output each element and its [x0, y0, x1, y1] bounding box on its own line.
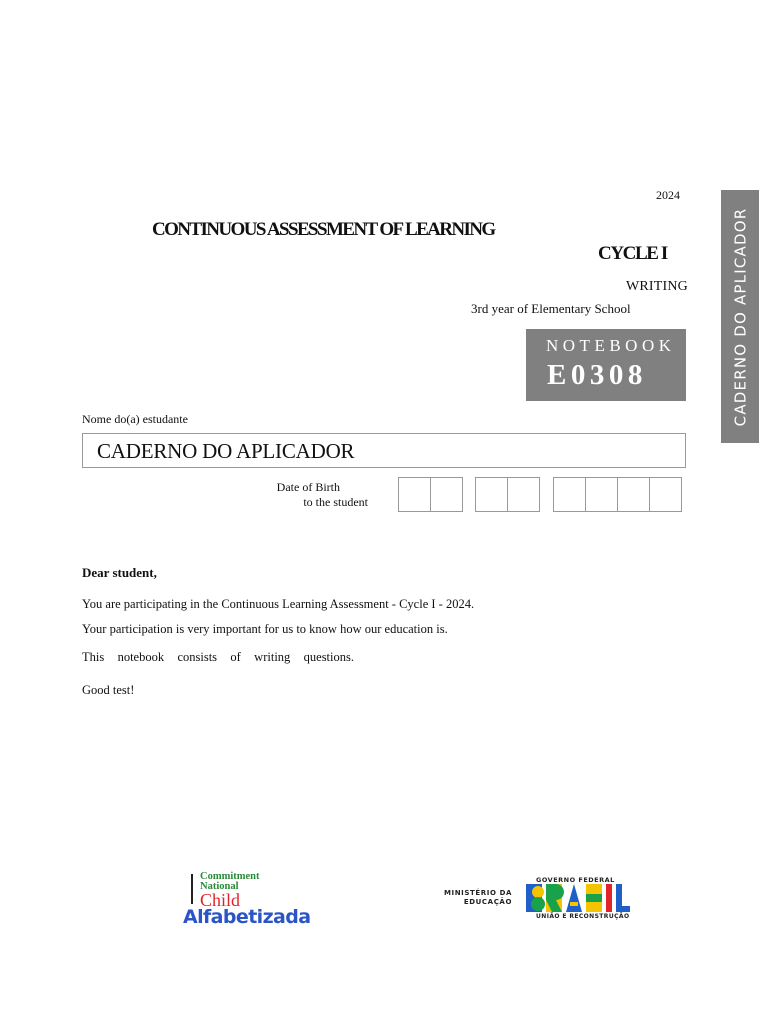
notebook-code: E0308 — [547, 359, 647, 391]
dob-year-boxes — [553, 477, 682, 511]
notebook-badge — [526, 329, 686, 401]
side-tab — [721, 190, 759, 443]
subject-label: WRITING — [625, 279, 688, 294]
dob-label-line1: Date of Birth — [276, 480, 340, 494]
dob-year-digit-3[interactable] — [617, 477, 650, 512]
student-name-value: CADERNO DO APLICADOR — [97, 439, 355, 463]
letter-greeting: Dear student, — [82, 565, 157, 580]
document-title: CONTINUOUS ASSESSMENT OF LEARNING — [152, 219, 495, 240]
ministry-line-2: EDUCAÇÃO — [463, 898, 512, 906]
grade-label: 3rd year of Elementary School — [471, 301, 631, 316]
government-logo — [440, 872, 640, 924]
student-name-label: Nome do(a) estudante — [82, 412, 188, 426]
dob-month-digit-1[interactable] — [475, 477, 508, 512]
tagline-text: UNIÃO E RECONSTRUÇÃO — [536, 913, 630, 920]
dob-day-digit-1[interactable] — [398, 477, 431, 512]
letter-line-2: Your participation is very important for us to know how our education is. — [82, 622, 448, 636]
logo-child-text: Child — [200, 890, 241, 910]
dob-label-line2: to the student — [303, 495, 368, 509]
dob-year-digit-1[interactable] — [553, 477, 586, 512]
dob-year-digit-4[interactable] — [649, 477, 682, 512]
letter-line-4: Good test! — [82, 683, 135, 697]
cycle-label: CYCLE I — [598, 243, 667, 264]
letter-line-3: This notebook consists of writing questions. — [82, 650, 354, 664]
side-tab-text: CADERNO DO APLICADOR — [731, 207, 749, 426]
logo-divider — [191, 874, 193, 904]
letter-line-1: You are participating in the Continuous Learning Assessment - Cycle I - 2024. — [82, 597, 475, 611]
logo-commitment-text: Commitment — [200, 871, 260, 882]
ministry-text — [442, 889, 512, 907]
logo-alfabetizada-text: Alfabetizada — [183, 906, 311, 928]
logo-national-text: National — [200, 881, 239, 892]
ministry-line-1: MINISTÉRIO DA — [443, 889, 512, 897]
dob-label — [250, 480, 368, 510]
student-name-field[interactable] — [82, 433, 686, 468]
notebook-label: NOTEBOOK — [546, 336, 676, 355]
brasil-wordmark — [526, 884, 630, 912]
dob-day-digit-2[interactable] — [430, 477, 463, 512]
year-label: 2024 — [656, 188, 680, 202]
dob-month-boxes — [475, 477, 540, 511]
alfabetizada-logo — [183, 868, 343, 932]
dob-day-boxes — [398, 477, 463, 511]
gov-federal-text: GOVERNO FEDERAL — [536, 876, 615, 884]
dob-year-digit-2[interactable] — [585, 477, 618, 512]
dob-month-digit-2[interactable] — [507, 477, 540, 512]
